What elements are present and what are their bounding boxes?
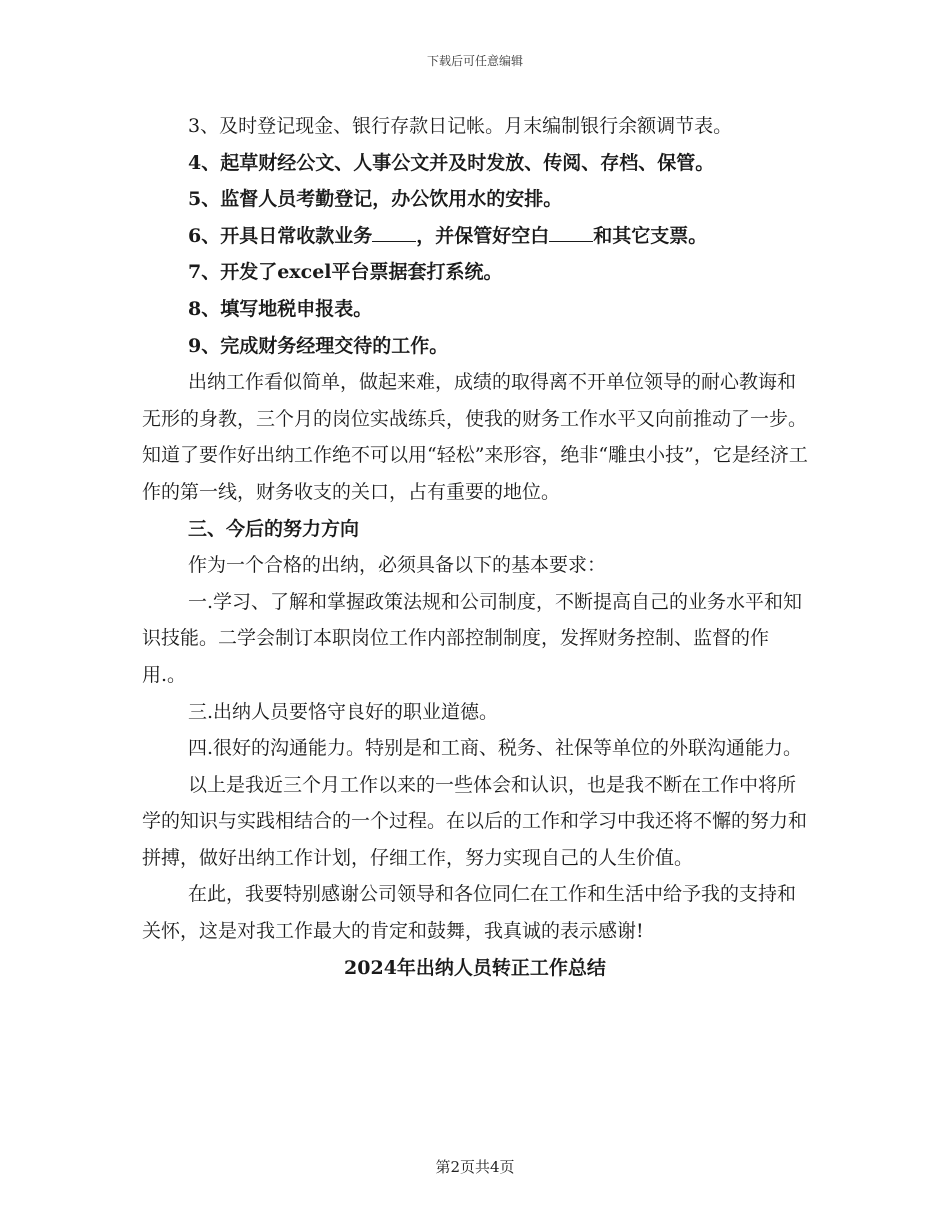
list-item-6 [142,218,812,255]
paragraph-requirements-intro: 作为一个合格的出纳，必须具备以下的基本要求： [188,554,607,577]
list-item-7: 7、开发了excel平台票据套打系统。 [188,261,503,284]
paragraph-requirement-1-2: 一.学习、了解和掌握政策法规和公司制度，不断提高自己的业务水平和知识技能。二学会制订本职岗位工作内部控制制度，发挥财务控制、监督的作用.。 [142,590,803,686]
paragraph-summary: 出纳工作看似简单，做起来难，成绩的取得离不开单位领导的耐心教诲和无形的身教，三个月的岗位实战练兵，使我的财务工作水平又向前推动了一步。知道了要作好出纳工作绝不可以用“轻松”来形容，绝非“雕虫小技”，它是经济工作的第一线，财务收支的关口，占有重要的地位。 [142,371,808,503]
paragraph-reflection: 以上是我近三个月工作以来的一些体会和认识，也是我不断在工作中将所学的知识与实践相结合的一个过程。在以后的工作和学习中我还将不懈的努力和拼搏，做好出纳工作计划，仔细工作，努力实现自己的人生价值。 [142,773,808,869]
list-item-5: 5、监督人员考勤登记，办公饮用水的安排。 [188,188,563,211]
list-item-8: 8、填写地税申报表。 [188,297,373,320]
paragraph-requirement-4: 四.很好的沟通能力。特别是和工商、税务、社保等单位的外联沟通能力。 [188,737,803,760]
list-item-9: 9、完成财务经理交待的工作。 [188,334,449,357]
paragraph-thanks: 在此，我要特别感谢公司领导和各位同仁在工作和生活中给予我的支持和关怀，这是对我工作最大的肯定和鼓舞，我真诚的表示感谢! [142,883,797,943]
blank-line [372,223,416,242]
next-document-title: 2024年出纳人员转正工作总结 [344,956,606,979]
section-heading-3: 三、今后的努力方向 [188,517,360,540]
list-item-6-part-b: ，并保管好空白 [416,224,550,247]
page-header-note: 下载后可任意编辑 [426,54,523,68]
document-body [142,108,812,986]
list-item-6-part-a: 6、开具日常收款业务 [188,224,373,247]
paragraph-requirement-3: 三.出纳人员要恪守良好的职业道德。 [188,700,499,723]
list-item-4: 4、起草财经公文、人事公文并及时发放、传阅、存档、保管。 [188,151,715,174]
list-item-6-part-c: 和其它支票。 [593,224,708,247]
list-item-3: 3、及时登记现金、银行存款日记帐。月末编制银行余额调节表。 [188,115,733,137]
page-footer-number: 第2页共4页 [435,1158,515,1176]
blank-line [549,223,593,242]
